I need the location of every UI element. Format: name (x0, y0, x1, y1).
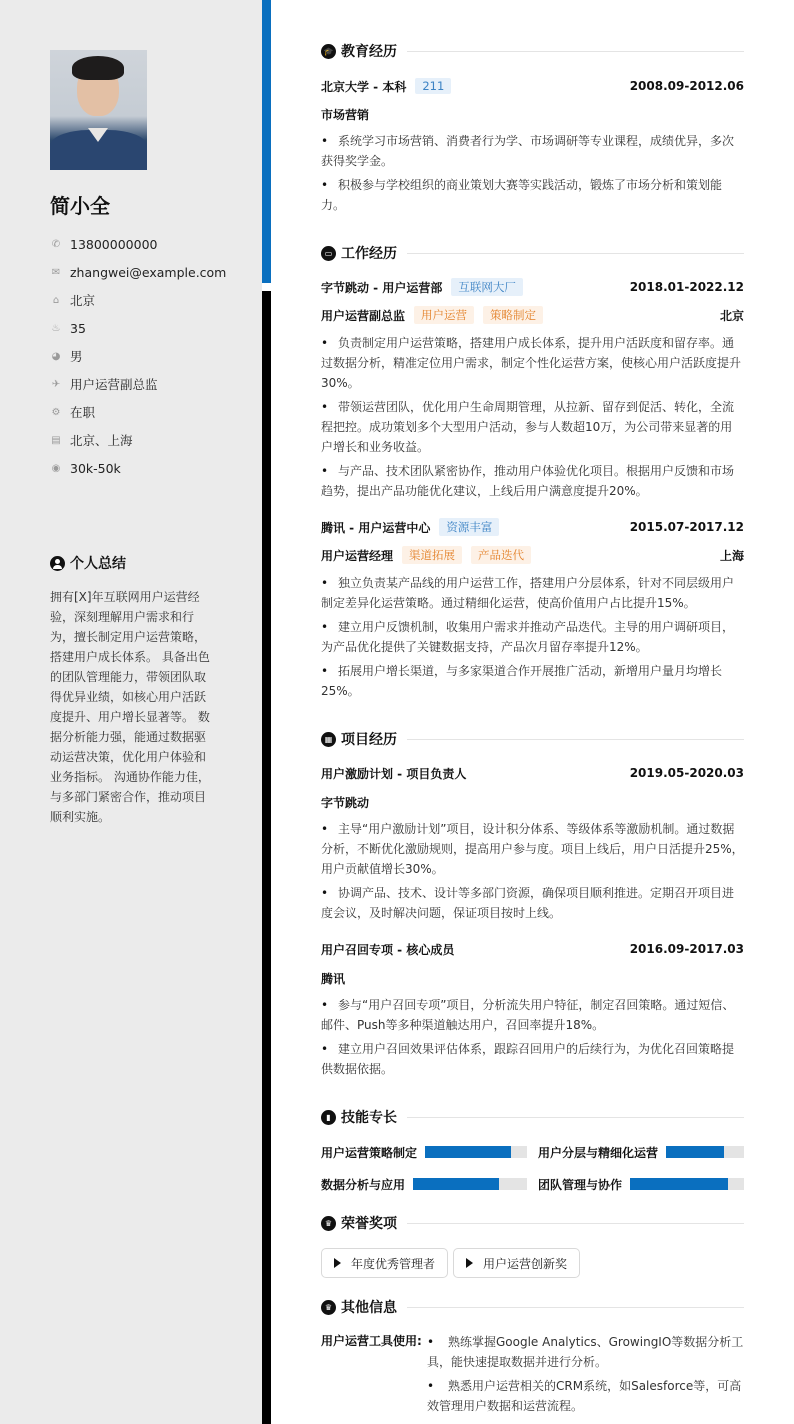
candidate-name: 简小全 (50, 194, 110, 218)
section-divider (407, 253, 744, 254)
skill-name: 用户分层与精细化运营 (538, 1145, 659, 1160)
summary-title-text: 个人总结 (70, 556, 126, 572)
contact-value[interactable]: zhangwei@example.com (70, 264, 227, 280)
list-item: • 建立用户召回效果评估体系，跟踪召回用户的后续行为，为优化召回策略提供数据依据。 (321, 1042, 735, 1076)
project-period: 2016.09-2017.03 (629, 942, 744, 956)
section-title: 项目经历 (341, 732, 397, 748)
section-divider (407, 1117, 744, 1118)
list-item: • 熟悉用户运营相关的CRM系统，如Salesforce等，可高效管理用户数据和运营流程。 (427, 1379, 742, 1413)
job-position-row (321, 305, 744, 325)
list-item: • 参与“用户召回专项”项目，分析流失用户特征，制定召回策略。通过短信、邮件、Push等多种渠道触达用户，召回率提升18%。 (321, 998, 735, 1032)
education-period: 2008.09-2012.06 (629, 79, 744, 93)
skill-tag: 策略制定 (483, 306, 543, 324)
avatar (50, 50, 147, 170)
skill-name: 团队管理与协作 (538, 1177, 623, 1192)
skill-bar (666, 1146, 744, 1158)
contact-age (50, 314, 250, 342)
project-name: 用户激励计划 - 项目负责人 (321, 766, 467, 781)
project-header (321, 763, 744, 783)
list-item: • 与产品、技术团队紧密协作，推动用户体验优化项目。根据用户反馈和市场趋势，提出产品功能优化建议，上线后用户满意度提升20%。 (321, 464, 735, 498)
list-item: • 熟练掌握Google Analytics、GrowingIO等数据分析工具，能快速提取数据并进行分析。 (427, 1335, 744, 1369)
accent-stripe-black (262, 291, 271, 1424)
gender-icon: ◕ (51, 350, 61, 362)
skill-bar (413, 1178, 527, 1190)
bar-chart-icon: ▮ (321, 1110, 336, 1125)
summary-text: 拥有[X]年互联网用户运营经验，深刻理解用户需求和行为，擅长制定用户运营策略，搭建用户成长体系。 具备出色的团队管理能力，带领团队取得优异业绩，如核心用户活跃度提升、用户增长显著等。 数据分析能力强，能通过数据驱动运营决策，优化用户体验和业务指标。 沟通协作能力佳，与多部门紧密合作，推动项目顺利实施。 (50, 590, 210, 824)
skill-item (538, 1176, 744, 1192)
list-item: • 系统学习市场营销、消费者行为学、市场调研等专业课程，成绩优异，多次获得奖学金。 (321, 134, 735, 168)
contact-target-position (50, 370, 250, 398)
school-name: 北京大学 - 本科 (321, 79, 407, 94)
home-icon: ⌂ (52, 294, 60, 306)
education-bullets (321, 131, 744, 219)
contact-email (50, 258, 250, 286)
contact-phone (50, 230, 250, 258)
skill-bar-fill (630, 1178, 728, 1190)
contact-status (50, 398, 250, 426)
project-period: 2019.05-2020.03 (629, 766, 744, 780)
award-label: 年度优秀管理者 (351, 1256, 436, 1271)
project-org: 字节跳动 (321, 796, 370, 810)
section-work-heading (321, 243, 744, 263)
contact-value: 北京、上海 (70, 433, 133, 448)
contact-value: 用户运营副总监 (70, 377, 158, 392)
company-name: 腾讯 - 用户运营中心 (321, 520, 431, 535)
job-position: 用户运营经理 (321, 548, 394, 563)
section-title: 其他信息 (341, 1300, 397, 1316)
contact-value: 在职 (70, 405, 96, 420)
skill-item (538, 1144, 744, 1160)
skill-item (321, 1176, 527, 1192)
section-title: 教育经历 (341, 44, 397, 60)
contact-gender (50, 342, 250, 370)
play-icon (466, 1258, 473, 1268)
list-item: • 主导“用户激励计划”项目，设计积分体系、等级体系等激励机制。通过数据分析，不断优化激励规则，提高用户参与度。项目上线后，用户日活提升25%，用户贡献值增长30%。 (321, 822, 744, 876)
job-bullets (321, 333, 744, 505)
contact-value: 13800000000 (70, 236, 158, 252)
skill-name: 用户运营策略制定 (321, 1145, 418, 1160)
mail-icon: ✉ (51, 266, 61, 278)
project-bullets (321, 995, 744, 1083)
skill-bar-fill (413, 1178, 499, 1190)
section-title: 荣誉奖项 (341, 1216, 397, 1232)
section-title: 技能专长 (341, 1110, 397, 1126)
project-header (321, 939, 744, 959)
section-title: 工作经历 (341, 246, 397, 262)
plane-icon: ✈ (51, 378, 61, 390)
education-header (321, 76, 744, 96)
gear-icon: ⚙ (51, 406, 61, 418)
company-tag: 互联网大厂 (451, 278, 523, 296)
building-icon: ▤ (51, 434, 61, 446)
job-bullets (321, 573, 744, 705)
section-divider (407, 1223, 744, 1224)
job-position-row (321, 545, 744, 565)
contact-value: 北京 (70, 293, 96, 308)
job-location: 北京 (719, 308, 744, 323)
award-chip (453, 1248, 580, 1278)
list-item: • 协调产品、技术、设计等多部门资源，确保项目顺利推进。定期召开项目进度会议，及时解决问题，保证项目按时上线。 (321, 886, 735, 920)
section-projects-heading (321, 729, 744, 749)
job-period: 2015.07-2017.12 (629, 520, 744, 534)
section-divider (407, 1307, 744, 1308)
job-header (321, 277, 744, 297)
skill-bar (630, 1178, 744, 1190)
job-position: 用户运营副总监 (321, 308, 406, 323)
contact-target-city (50, 426, 250, 454)
graduation-cap-icon: 🎓 (321, 44, 336, 59)
list-item: • 负责制定用户运营策略，搭建用户成长体系，提升用户活跃度和留存率。通过数据分析，精准定位用户需求，制定个性化运营方案，使核心用户活跃度提升30%。 (321, 336, 742, 390)
job-header (321, 517, 744, 537)
contact-value: 30k-50k (70, 460, 121, 476)
avatar-hair (72, 56, 124, 80)
grid-icon: ▦ (321, 732, 336, 747)
award-chip (321, 1248, 448, 1278)
other-label: 用户运营工具使用: (321, 1334, 422, 1348)
project-org: 腾讯 (321, 972, 346, 986)
skill-bar-fill (666, 1146, 724, 1158)
section-other-heading (321, 1297, 744, 1317)
project-bullets (321, 819, 744, 927)
job-location: 上海 (719, 548, 744, 563)
play-icon (334, 1258, 341, 1268)
other-bullets (427, 1332, 744, 1420)
section-divider (407, 51, 744, 52)
contact-value: 男 (70, 349, 83, 364)
list-item: • 带领运营团队，优化用户生命周期管理，从拉新、留存到促活、转化，全流程把控。成功策划多个大型用户活动，参与人数超10万，为公司带来显著的用户增长和业务收益。 (321, 400, 735, 454)
phone-icon: ✆ (51, 238, 61, 250)
skill-bar (425, 1146, 527, 1158)
contact-value: 35 (70, 320, 86, 336)
education-major: 市场营销 (321, 108, 370, 122)
briefcase-icon: ▭ (321, 246, 336, 261)
section-divider (407, 739, 744, 740)
skill-tag: 用户运营 (414, 306, 474, 324)
salary-icon: ◉ (51, 462, 61, 474)
list-item: • 拓展用户增长渠道，与多家渠道合作开展推广活动，新增用户量月均增长25%。 (321, 664, 723, 698)
skill-item (321, 1144, 527, 1160)
award-icon: ♛ (321, 1216, 336, 1231)
contact-salary (50, 454, 250, 482)
contact-city (50, 286, 250, 314)
skill-bar-fill (425, 1146, 511, 1158)
section-awards-heading (321, 1213, 744, 1233)
award-label: 用户运营创新奖 (483, 1256, 568, 1271)
company-name: 字节跳动 - 用户运营部 (321, 280, 443, 295)
contact-list (50, 230, 250, 482)
accent-stripe-blue (262, 0, 271, 283)
section-skills-heading (321, 1107, 744, 1127)
project-name: 用户召回专项 - 核心成员 (321, 942, 455, 957)
list-item: • 独立负责某产品线的用户运营工作，搭建用户分层体系，针对不同层级用户制定差异化运营策略。通过精细化运营，使高价值用户占比提升15%。 (321, 576, 735, 610)
skill-tag: 产品迭代 (471, 546, 531, 564)
list-item: • 积极参与学校组织的商业策划大赛等实践活动，锻炼了市场分析和策划能力。 (321, 178, 723, 212)
skill-name: 数据分析与应用 (321, 1177, 406, 1192)
summary-heading (50, 553, 126, 573)
skill-tag: 渠道拓展 (402, 546, 462, 564)
cake-icon: ♨ (51, 322, 61, 334)
user-icon (50, 556, 65, 571)
job-period: 2018.01-2022.12 (629, 280, 744, 294)
award-icon: ♛ (321, 1300, 336, 1315)
school-tag: 211 (415, 78, 451, 94)
list-item: • 建立用户反馈机制，收集用户需求并推动产品迭代。主导的用户调研项目，为产品优化提供了关键数据支持，产品次月留存率提升12%。 (321, 620, 735, 654)
section-education-heading (321, 41, 744, 61)
company-tag: 资源丰富 (439, 518, 499, 536)
